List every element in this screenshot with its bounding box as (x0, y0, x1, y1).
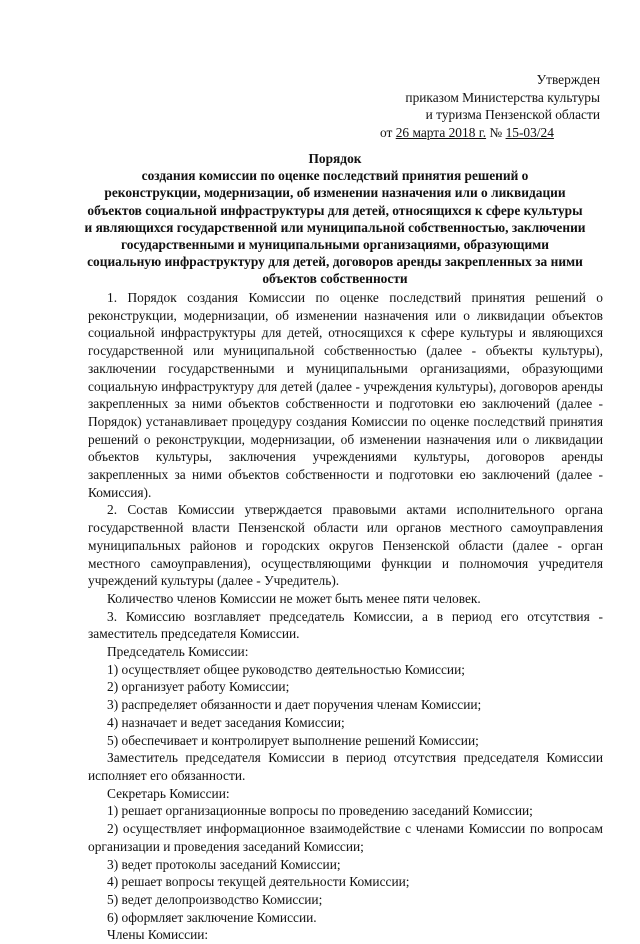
list-item: 4) назначает и ведет заседания Комиссии; (107, 714, 345, 730)
title-line: социальную инфраструктуру для детей, договоров аренды закрепленных за ними (87, 254, 583, 270)
paragraph: Заместитель председателя Комиссии в период отсутствия председателя Комиссии исполняет его обязанности. (88, 750, 603, 783)
paragraph: Председатель Комиссии: (107, 644, 249, 660)
list-item: 1) решает организационные вопросы по проведению заседаний Комиссии; (107, 803, 533, 819)
list-item: 5) ведет делопроизводство Комиссии; (107, 891, 323, 907)
title-line: и являющихся государственной или муниципальной собственностью, заключении (84, 219, 586, 235)
title-line: создания комиссии по оценке последствий принятия решений о (141, 168, 529, 184)
approval-line-date (380, 124, 600, 142)
title-line: объектов социальной инфраструктуры для детей, относящихся к сфере культуры (87, 202, 583, 218)
paragraph: 2. Состав Комиссии утверждается правовыми актами исполнительного органа государственной власти Пензенской области или органов местного самоуправления муниципальных районов и городских округов Пензенской области (далее - орган местного самоуправления), осуществляющими функции и полномочия учредителя учреждений культуры (далее - Учредитель). (88, 502, 603, 589)
title-line: государственными и муниципальными организациями, образующими (120, 237, 549, 253)
approval-number-prefix: № (486, 124, 506, 140)
list-item: 4) решает вопросы текущей деятельности Комиссии; (107, 874, 410, 890)
list-item: 1) осуществляет общее руководство деятельностью Комиссии; (107, 661, 465, 677)
list-item: 2) осуществляет информационное взаимодействие с членами Комиссии по вопросам организации и проведения заседаний Комиссии; (88, 821, 603, 854)
approval-line-order: приказом Министерства культуры (405, 89, 600, 105)
title-line: реконструкции, модернизации, об изменении назначения или о ликвидации (104, 185, 566, 201)
approval-stamp (380, 71, 600, 141)
approval-date: 26 марта 2018 г. (395, 124, 487, 140)
approval-number: 15-03/24 (505, 124, 554, 140)
paragraph: 1. Порядок создания Комиссии по оценке последствий принятия решений о реконструкции, модернизации, об изменении назначения или о ликвидации объектов социальной инфраструктуры для детей, относящихся к сфере культуры и являющихся государственной или муниципальной собственностью (далее - объекты культуры), заключении государственными и муниципальными организациями, образующими социальную инфраструктуру для детей (далее - учреждения культуры), договоров аренды закрепленных за ними объектов собственности и подготовки ею заключений (далее - Порядок) устанавливает процедуру создания Комиссии по оценке последствий принятия решений о реконструкции, модернизации, об изменении назначения или о ликвидации объектов культуры, заключения учреждениями культуры, договоров аренды закрепленных за ними объектов собственности и подготовки ею заключений (далее - Комиссия). (88, 290, 603, 500)
paragraph: Количество членов Комиссии не может быть менее пяти человек. (107, 590, 481, 606)
paragraph: Члены Комиссии: (107, 927, 209, 943)
list-item: 2) организует работу Комиссии; (107, 679, 290, 695)
approval-date-prefix: от (380, 124, 396, 140)
approval-line-approved: Утвержден (536, 72, 600, 87)
title-line: объектов собственности (262, 271, 408, 287)
list-item: 6) оформляет заключение Комиссии. (107, 909, 317, 925)
document-body (88, 289, 603, 944)
paragraph: Секретарь Комиссии: (107, 785, 230, 801)
list-item: 3) распределяет обязанности и дает поручения членам Комиссии; (107, 697, 482, 713)
title-heading: Порядок (308, 151, 362, 166)
paragraph: 3. Комиссию возглавляет председатель Комиссии, а в период его отсутствия - заместитель председателя Комиссии. (88, 608, 603, 642)
list-item: 5) обеспечивает и контролирует выполнение решений Комиссии; (107, 732, 479, 748)
document-title (65, 150, 605, 288)
approval-line-ministry: и туризма Пензенской области (425, 107, 600, 123)
list-item: 3) ведет протоколы заседаний Комиссии; (107, 856, 341, 872)
